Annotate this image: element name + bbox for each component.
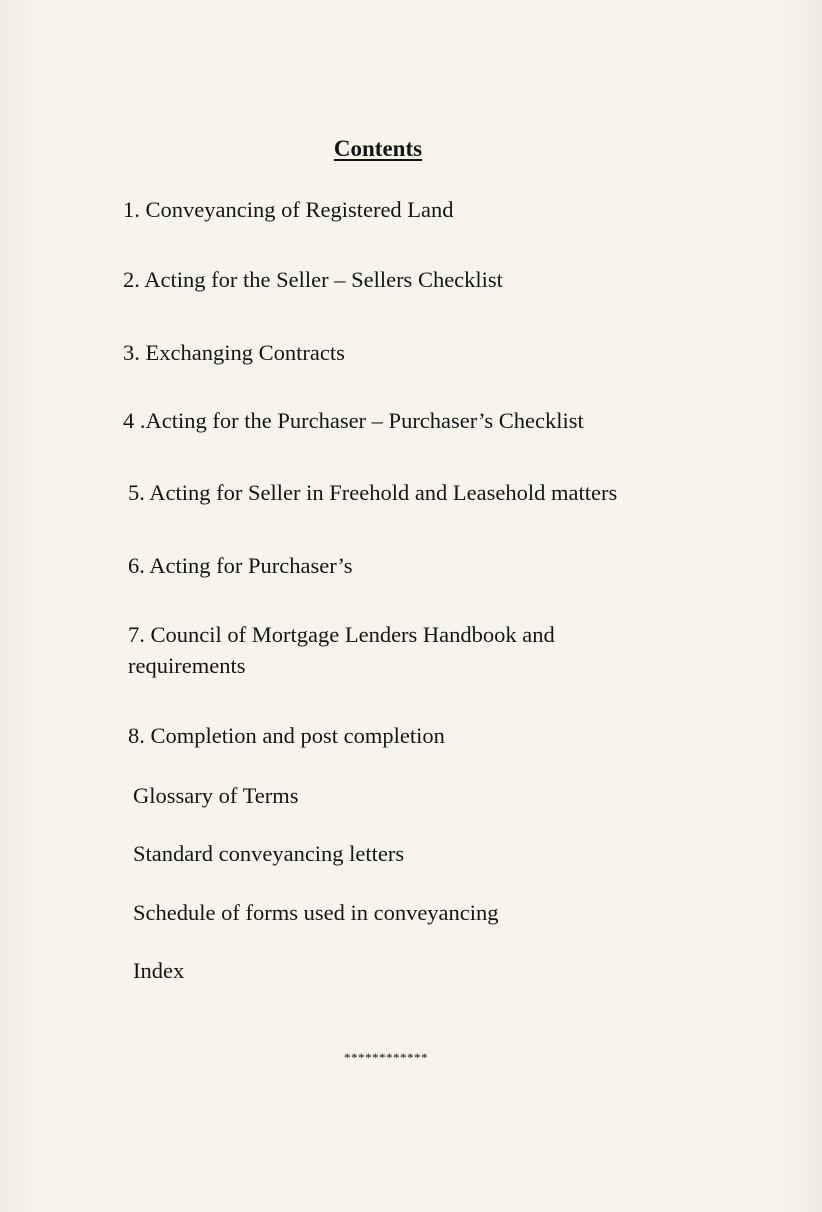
toc-item-3: 3. Exchanging Contracts bbox=[123, 340, 345, 365]
toc-item-5: 5. Acting for Seller in Freehold and Leasehold matters bbox=[128, 480, 618, 505]
toc-item-standard-letters: Standard conveyancing letters bbox=[133, 841, 405, 866]
toc-item-7: 7. Council of Mortgage Lenders Handbook and requirements bbox=[128, 622, 555, 678]
toc-item-schedule-of-forms: Schedule of forms used in conveyancing bbox=[133, 900, 499, 925]
separator-stars: ************ bbox=[344, 1050, 428, 1065]
toc-item-1: 1. Conveyancing of Registered Land bbox=[123, 197, 454, 222]
contents-title: Contents bbox=[333, 136, 423, 161]
toc-item-glossary: Glossary of Terms bbox=[133, 783, 299, 808]
toc-item-2: 2. Acting for the Seller – Sellers Checklist bbox=[123, 267, 503, 292]
toc-item-4: 4 .Acting for the Purchaser – Purchaser’s Checklist bbox=[123, 408, 584, 433]
toc-item-index: Index bbox=[133, 958, 185, 983]
toc-item-8: 8. Completion and post completion bbox=[128, 723, 445, 748]
toc-item-6: 6. Acting for Purchaser’s bbox=[128, 553, 353, 578]
